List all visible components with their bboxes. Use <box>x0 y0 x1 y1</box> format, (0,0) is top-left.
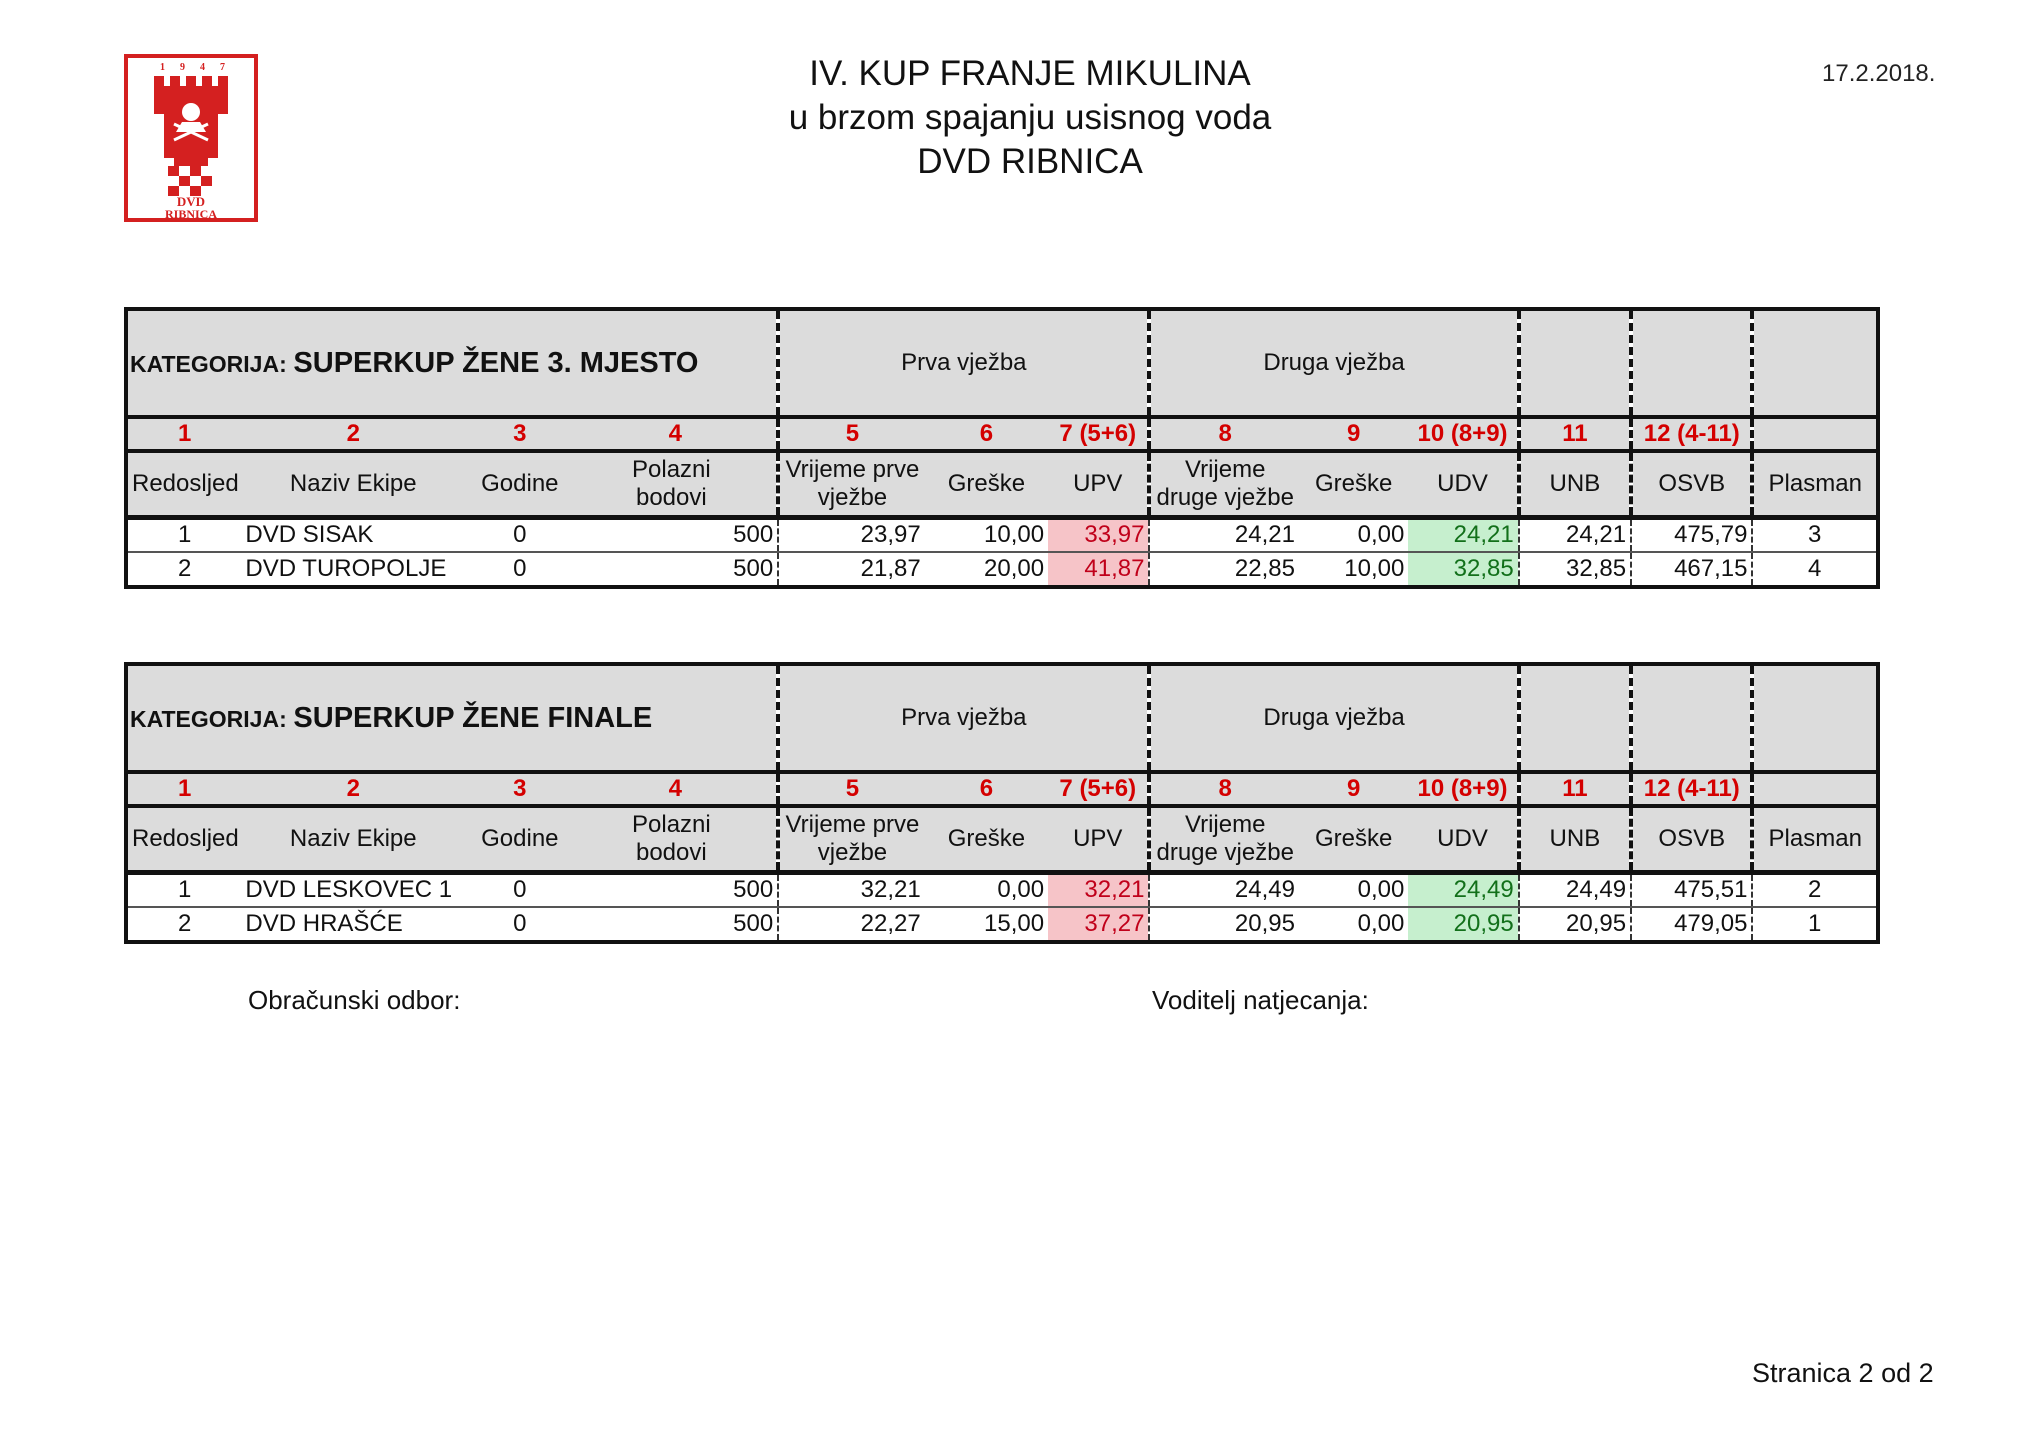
cell-greske-2: 0,00 <box>1357 521 1405 549</box>
col-num-12: 12 (4-11) <box>1631 772 1752 806</box>
cell-polazni: 500 <box>575 517 779 552</box>
cell-unb: 32,85 <box>1519 552 1631 587</box>
cell-upv: 37,27 <box>1048 907 1149 942</box>
cell-plasman: 4 <box>1808 555 1822 582</box>
col-num-13 <box>1752 417 1878 451</box>
header-upv: UPV <box>1048 451 1149 517</box>
header-osvb: OSVB <box>1631 806 1752 872</box>
col-num-12: 12 (4-11) <box>1631 417 1752 451</box>
cell-naziv-ekipe: DVD LESKOVEC 1 <box>245 876 453 904</box>
col-num-9: 9 <box>1299 772 1408 806</box>
cell-greske-2: 10,00 <box>1344 555 1405 582</box>
header-vrijeme-druge-vjezbe: Vrijeme druge vježbe <box>1149 451 1299 517</box>
cell-greske-1: 0,00 <box>997 876 1045 904</box>
col-num-3: 3 <box>465 772 574 806</box>
category-name: SUPERKUP ŽENE 3. MJESTO <box>293 346 699 379</box>
header-plasman: Plasman <box>1752 806 1878 872</box>
title-line-1: IV. KUP FRANJE MIKULINA <box>809 54 1251 93</box>
header-vrijeme-prve-vjezbe: Vrijeme prve vježbe <box>778 451 924 517</box>
cell-vrijeme-1: 22,27 <box>860 910 921 937</box>
header-godine: Godine <box>465 451 574 517</box>
col-num-6: 6 <box>925 772 1048 806</box>
group-druga-vjezba: Druga vježba <box>1149 664 1518 772</box>
cell-upv: 32,21 <box>1048 872 1149 907</box>
header-greske-2: Greške <box>1299 806 1408 872</box>
cell-unb: 20,95 <box>1519 907 1631 942</box>
cell-godine: 0 <box>513 910 527 937</box>
category-label <box>126 664 778 772</box>
col-num-10: 10 (8+9) <box>1408 772 1518 806</box>
cell-godine: 0 <box>513 521 527 549</box>
group-empty-unb <box>1519 309 1631 417</box>
header-polazni-bodovi: Polazni bodovi <box>575 451 779 517</box>
col-num-11: 11 <box>1519 417 1631 451</box>
logo-year-4: 7 <box>220 62 225 73</box>
category-prefix: KATEGORIJA: <box>130 705 287 732</box>
cell-vrijeme-1: 21,87 <box>860 555 921 582</box>
col-num-1: 1 <box>126 417 241 451</box>
results-table-3rd-place <box>124 307 1880 589</box>
cell-upv: 33,97 <box>1048 517 1149 552</box>
column-number-row <box>126 417 1878 451</box>
logo-year-2: 9 <box>180 62 185 73</box>
col-num-5: 5 <box>778 772 924 806</box>
cell-vrijeme-1: 32,21 <box>860 876 921 904</box>
cell-vrijeme-2: 20,95 <box>1234 910 1295 937</box>
cell-naziv-ekipe: DVD SISAK <box>245 521 374 549</box>
logo-line2: RIBNICA <box>164 207 218 221</box>
header-plasman: Plasman <box>1752 451 1878 517</box>
header-greske-2: Greške <box>1299 451 1408 517</box>
col-num-7: 7 (5+6) <box>1048 772 1149 806</box>
group-empty-plasman <box>1752 309 1878 417</box>
cell-redoslijed: 1 <box>178 521 192 549</box>
col-num-7: 7 (5+6) <box>1048 417 1149 451</box>
table-row <box>126 552 1878 587</box>
group-prva-vjezba: Prva vježba <box>778 664 1149 772</box>
results-table-finale <box>124 662 1880 944</box>
cell-vrijeme-2: 24,49 <box>1234 876 1295 904</box>
cell-vrijeme-2: 22,85 <box>1234 555 1295 582</box>
cell-upv: 41,87 <box>1048 552 1149 587</box>
cell-udv: 32,85 <box>1408 552 1518 587</box>
category-row <box>126 664 1878 772</box>
header-godine: Godine <box>465 806 574 872</box>
header-naziv-ekipe: Naziv Ekipe <box>241 451 465 517</box>
header-polazni-bodovi: Polazni bodovi <box>575 806 779 872</box>
document-title <box>620 52 1440 184</box>
col-num-10: 10 (8+9) <box>1408 417 1518 451</box>
header-unb: UNB <box>1519 806 1631 872</box>
cell-vrijeme-1: 23,97 <box>860 521 921 549</box>
col-num-5: 5 <box>778 417 924 451</box>
voditelj-natjecanja-label: Voditelj natjecanja: <box>1152 985 1369 1015</box>
title-line-2: u brzom spajanju usisnog voda <box>788 98 1272 137</box>
dvd-ribnica-logo <box>124 54 258 222</box>
table-row <box>126 872 1878 907</box>
header-upv: UPV <box>1048 806 1149 872</box>
obracunski-odbor-label: Obračunski odbor: <box>248 985 461 1015</box>
cell-redoslijed: 2 <box>178 910 192 937</box>
cell-plasman: 3 <box>1808 521 1822 549</box>
header-redoslijed: Redosljed <box>126 806 241 872</box>
col-num-11: 11 <box>1519 772 1631 806</box>
group-empty-osvb <box>1631 309 1752 417</box>
cell-osvb: 475,79 <box>1631 517 1752 552</box>
cell-greske-1: 10,00 <box>984 521 1045 549</box>
cell-redoslijed: 1 <box>178 876 192 904</box>
cell-udv: 20,95 <box>1408 907 1518 942</box>
cell-godine: 0 <box>513 555 527 582</box>
header-unb: UNB <box>1519 451 1631 517</box>
col-num-8: 8 <box>1149 417 1299 451</box>
title-line-3: DVD RIBNICA <box>917 142 1143 181</box>
col-num-6: 6 <box>925 417 1048 451</box>
col-num-3: 3 <box>465 417 574 451</box>
cell-osvb: 475,51 <box>1631 872 1752 907</box>
col-num-2: 2 <box>241 417 465 451</box>
col-num-9: 9 <box>1299 417 1408 451</box>
document-date: 17.2.2018. <box>1822 60 1936 87</box>
cell-polazni: 500 <box>575 872 779 907</box>
category-name: SUPERKUP ŽENE FINALE <box>293 701 653 734</box>
cell-plasman: 2 <box>1808 876 1822 904</box>
cell-naziv-ekipe: DVD HRAŠĆE <box>245 910 403 937</box>
column-header-row <box>126 806 1878 872</box>
col-num-8: 8 <box>1149 772 1299 806</box>
column-number-row <box>126 772 1878 806</box>
category-prefix: KATEGORIJA: <box>130 350 287 377</box>
category-label <box>126 309 778 417</box>
logo-line1: DVD <box>176 194 206 209</box>
cell-udv: 24,21 <box>1408 517 1518 552</box>
cell-redoslijed: 2 <box>178 555 192 582</box>
group-prva-vjezba: Prva vježba <box>778 309 1149 417</box>
table-row <box>126 517 1878 552</box>
col-num-13 <box>1752 772 1878 806</box>
cell-plasman: 1 <box>1808 910 1822 937</box>
cell-polazni: 500 <box>575 907 779 942</box>
header-udv: UDV <box>1408 451 1518 517</box>
logo-year-1: 1 <box>160 62 165 73</box>
logo-year-3: 4 <box>200 62 205 73</box>
cell-godine: 0 <box>513 876 527 904</box>
header-udv: UDV <box>1408 806 1518 872</box>
group-empty-osvb <box>1631 664 1752 772</box>
header-vrijeme-druge-vjezbe: Vrijeme druge vježbe <box>1149 806 1299 872</box>
col-num-4: 4 <box>575 417 779 451</box>
category-row <box>126 309 1878 417</box>
header-naziv-ekipe: Naziv Ekipe <box>241 806 465 872</box>
header-redoslijed: Redosljed <box>126 451 241 517</box>
table-row <box>126 907 1878 942</box>
cell-greske-1: 20,00 <box>984 555 1045 582</box>
group-empty-unb <box>1519 664 1631 772</box>
column-header-row <box>126 451 1878 517</box>
page-number: Stranica 2 od 2 <box>1752 1358 1934 1388</box>
cell-osvb: 467,15 <box>1631 552 1752 587</box>
cell-greske-2: 0,00 <box>1357 910 1405 937</box>
header-greske-1: Greške <box>925 806 1048 872</box>
cell-polazni: 500 <box>575 552 779 587</box>
cell-unb: 24,49 <box>1519 872 1631 907</box>
col-num-1: 1 <box>126 772 241 806</box>
col-num-4: 4 <box>575 772 779 806</box>
cell-osvb: 479,05 <box>1631 907 1752 942</box>
cell-vrijeme-2: 24,21 <box>1234 521 1295 549</box>
cell-udv: 24,49 <box>1408 872 1518 907</box>
cell-naziv-ekipe: DVD TUROPOLJE <box>245 555 447 582</box>
cell-greske-1: 15,00 <box>984 910 1045 937</box>
group-druga-vjezba: Druga vježba <box>1149 309 1518 417</box>
cell-unb: 24,21 <box>1519 517 1631 552</box>
group-empty-plasman <box>1752 664 1878 772</box>
cell-greske-2: 0,00 <box>1357 876 1405 904</box>
col-num-2: 2 <box>241 772 465 806</box>
header-greske-1: Greške <box>925 451 1048 517</box>
header-vrijeme-prve-vjezbe: Vrijeme prve vježbe <box>778 806 924 872</box>
header-osvb: OSVB <box>1631 451 1752 517</box>
